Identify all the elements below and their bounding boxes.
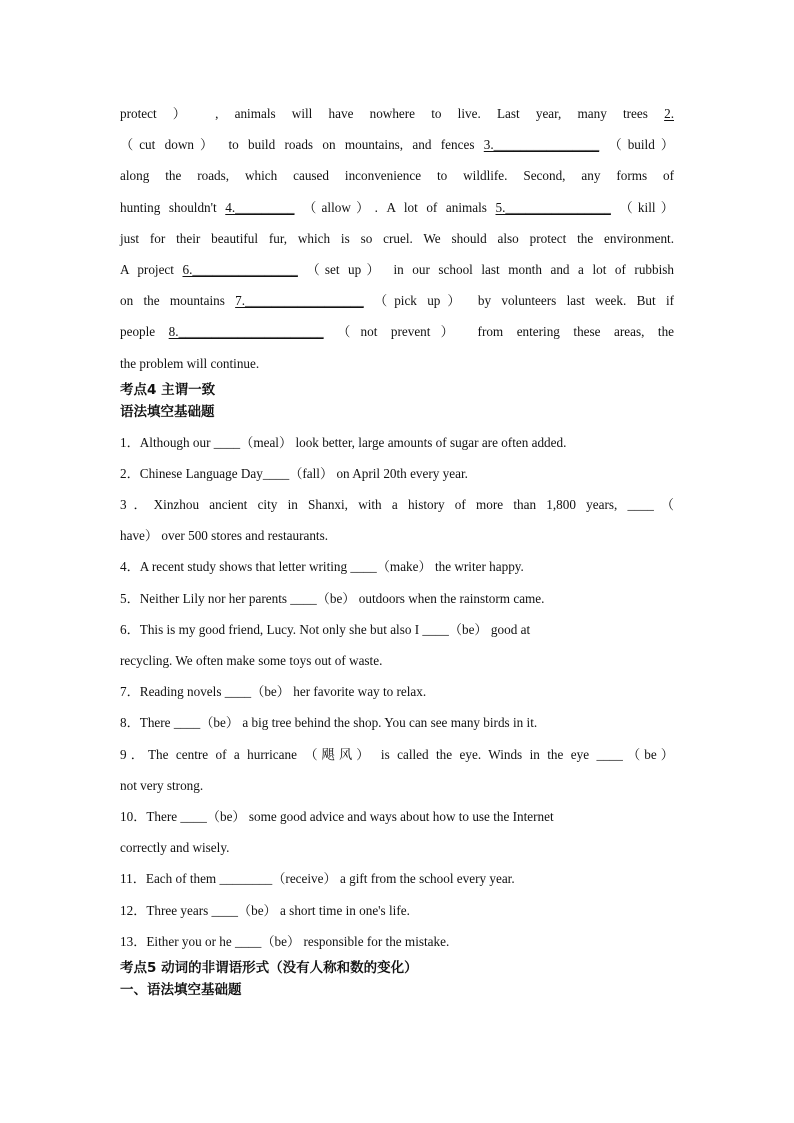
- passage-line: the problem will continue.: [120, 355, 260, 371]
- section-heading: 考点4 主谓一致: [120, 381, 216, 398]
- passage-text: protect ） , animals will have nowhere to live. Last year, many trees: [120, 106, 648, 121]
- question-line: 1．Although our ____（meal） look better, large amounts of sugar are often added.: [120, 434, 567, 450]
- passage-text: A project: [120, 261, 174, 277]
- passage-text: on the mountains: [120, 293, 225, 309]
- passage-text: （kill）: [619, 199, 674, 215]
- question-line: have） over 500 stores and restaurants.: [120, 528, 329, 544]
- passage-line: [120, 129, 674, 160]
- section-subheading: 语法填空基础题: [120, 403, 215, 420]
- passage-text: （allow）. A lot of animals: [303, 199, 487, 215]
- question-line: 10．There ____（be） some good advice and ways about how to use the Internet: [120, 808, 554, 824]
- question-line: 7．Reading novels ____（be） her favorite way to relax.: [120, 684, 427, 700]
- question-line: not very strong.: [120, 777, 204, 793]
- question-line: 11．Each of them ________（receive） a gift from the school every year.: [120, 871, 515, 887]
- question-line: 8．There ____（be） a big tree behind the shop. You can see many birds in it.: [120, 715, 538, 731]
- blank-2: 2.: [664, 106, 674, 121]
- blank-6: 6.________________: [182, 261, 298, 277]
- question-line: 13．Either you or he ____（be） responsible for the mistake.: [120, 933, 450, 949]
- section-heading: 考点5 动词的非谓语形式（没有人称和数的变化）: [120, 959, 418, 976]
- passage-line: just for their beautiful fur, which is so cruel. We should also protect the environment.: [120, 230, 674, 246]
- passage-line: [120, 98, 674, 129]
- passage-line: [120, 285, 674, 316]
- question-line: 5．Neither Lily nor her parents ____（be） outdoors when the rainstorm came.: [120, 590, 545, 606]
- blank-8: 8.______________________: [168, 324, 324, 340]
- blank-3: 3.________________: [483, 137, 600, 153]
- question-line: 9．The centre of a hurricane （飓风） is called the eye. Winds in the eye ____（be）: [120, 746, 674, 762]
- document-page: [120, 98, 674, 1001]
- passage-text: hunting shouldn't: [120, 199, 217, 215]
- question-line: 6．This is my good friend, Lucy. Not only she but also I ____（be） good at: [120, 621, 531, 637]
- passage-line: along the roads, which caused inconvenience to wildlife. Second, any forms of: [120, 168, 674, 184]
- question-line: 12．Three years ____（be） a short time in one's life.: [120, 902, 410, 918]
- passage-text: （pick up） by volunteers last week. But if: [374, 293, 675, 309]
- passage-text: （set up） in our school last month and a lot of rubbish: [306, 261, 674, 277]
- passage-text: people: [120, 324, 156, 340]
- blank-7: 7.__________________: [235, 293, 364, 309]
- passage-text: （cut down） to build roads on mountains, and fences: [120, 137, 475, 153]
- blank-5: 5.________________: [495, 199, 611, 215]
- passage-line: [120, 192, 674, 223]
- passage-line: [120, 316, 674, 347]
- question-line: 4．A recent study shows that letter writing ____（make） the writer happy.: [120, 559, 524, 575]
- question-line: correctly and wisely.: [120, 840, 230, 856]
- blank-4: 4._________: [225, 199, 295, 215]
- passage-line: [120, 254, 674, 285]
- question-line: 2．Chinese Language Day____（fall） on April 20th every year.: [120, 465, 468, 481]
- question-line: 3．Xinzhou ancient city in Shanxi, with a history of more than 1,800 years, ____（: [120, 497, 674, 513]
- passage-text: （build）: [608, 137, 675, 153]
- section-subheading: 一、语法填空基础题: [120, 981, 242, 998]
- passage-text: （not prevent） from entering these areas, the: [337, 324, 675, 340]
- question-line: recycling. We often make some toys out of waste.: [120, 653, 383, 668]
